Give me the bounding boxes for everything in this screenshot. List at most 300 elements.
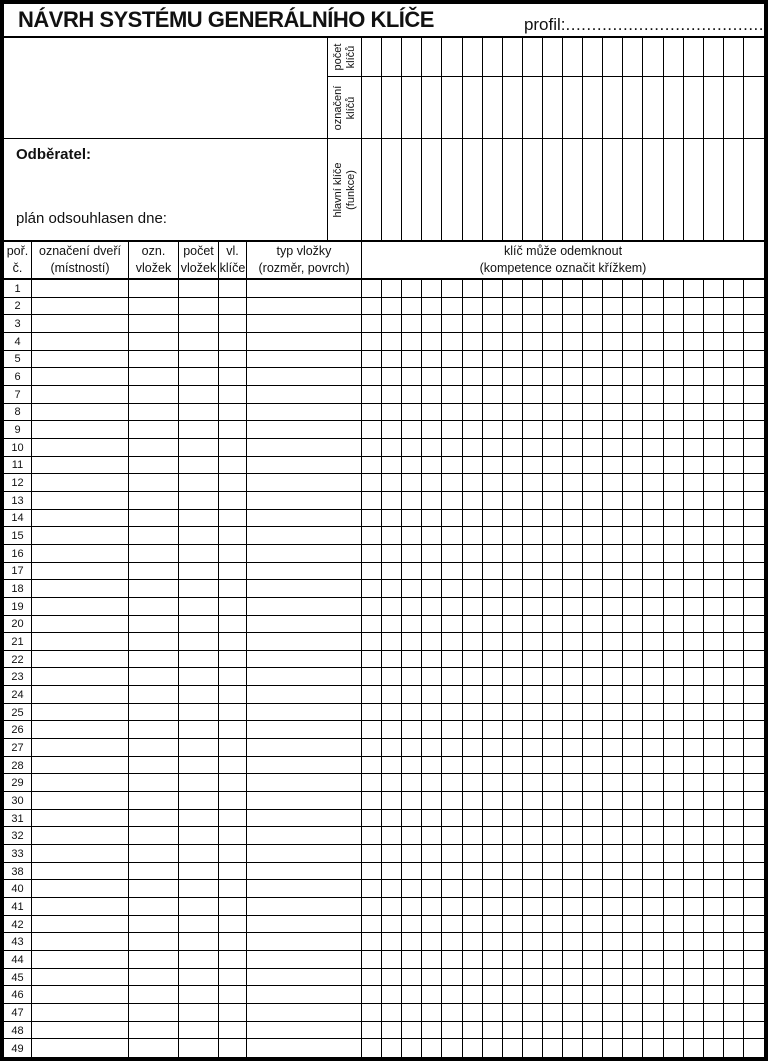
matrix-cell[interactable] bbox=[523, 421, 543, 438]
cylinder-designation-cell[interactable] bbox=[129, 951, 179, 968]
matrix-cell[interactable] bbox=[684, 792, 704, 809]
door-designation-cell[interactable] bbox=[32, 580, 129, 597]
matrix-cell[interactable] bbox=[744, 368, 764, 385]
matrix-cell[interactable] bbox=[463, 315, 483, 332]
matrix-cell[interactable] bbox=[563, 898, 583, 915]
matrix-cell[interactable] bbox=[623, 721, 643, 738]
matrix-cell[interactable] bbox=[442, 616, 462, 633]
matrix-cell[interactable] bbox=[422, 845, 442, 862]
cylinder-count-cell[interactable] bbox=[179, 986, 219, 1003]
matrix-cell[interactable] bbox=[664, 686, 684, 703]
matrix-cell[interactable] bbox=[724, 863, 744, 880]
matrix-cell[interactable] bbox=[442, 492, 462, 509]
matrix-cell[interactable] bbox=[543, 368, 563, 385]
matrix-cell[interactable] bbox=[664, 1022, 684, 1039]
matrix-cell[interactable] bbox=[442, 1039, 462, 1057]
matrix-cell[interactable] bbox=[704, 686, 724, 703]
matrix-cell[interactable] bbox=[623, 616, 643, 633]
key-grid-cell[interactable] bbox=[583, 77, 603, 138]
matrix-cell[interactable] bbox=[623, 916, 643, 933]
key-grid-cell[interactable] bbox=[583, 139, 603, 240]
matrix-cell[interactable] bbox=[362, 916, 382, 933]
matrix-cell[interactable] bbox=[483, 810, 503, 827]
matrix-cell[interactable] bbox=[603, 986, 623, 1003]
matrix-cell[interactable] bbox=[623, 474, 643, 491]
matrix-cell[interactable] bbox=[422, 880, 442, 897]
matrix-cell[interactable] bbox=[523, 510, 543, 527]
key-count-cell[interactable] bbox=[219, 739, 247, 756]
key-count-cell[interactable] bbox=[219, 969, 247, 986]
matrix-cell[interactable] bbox=[503, 404, 523, 421]
matrix-cell[interactable] bbox=[563, 668, 583, 685]
matrix-cell[interactable] bbox=[402, 1004, 422, 1021]
matrix-cell[interactable] bbox=[483, 545, 503, 562]
cylinder-type-cell[interactable] bbox=[247, 510, 362, 527]
matrix-cell[interactable] bbox=[422, 457, 442, 474]
matrix-cell[interactable] bbox=[724, 510, 744, 527]
matrix-cell[interactable] bbox=[463, 580, 483, 597]
key-count-cell[interactable] bbox=[219, 1004, 247, 1021]
matrix-cell[interactable] bbox=[402, 916, 422, 933]
matrix-cell[interactable] bbox=[744, 757, 764, 774]
door-designation-cell[interactable] bbox=[32, 774, 129, 791]
cylinder-designation-cell[interactable] bbox=[129, 333, 179, 350]
matrix-cell[interactable] bbox=[523, 457, 543, 474]
matrix-cell[interactable] bbox=[503, 333, 523, 350]
matrix-cell[interactable] bbox=[543, 616, 563, 633]
door-designation-cell[interactable] bbox=[32, 351, 129, 368]
matrix-cell[interactable] bbox=[724, 315, 744, 332]
key-count-cell[interactable] bbox=[219, 792, 247, 809]
matrix-cell[interactable] bbox=[362, 792, 382, 809]
key-grid-cell[interactable] bbox=[503, 77, 523, 138]
matrix-cell[interactable] bbox=[583, 757, 603, 774]
matrix-cell[interactable] bbox=[704, 845, 724, 862]
matrix-cell[interactable] bbox=[523, 863, 543, 880]
matrix-cell[interactable] bbox=[483, 721, 503, 738]
cylinder-designation-cell[interactable] bbox=[129, 898, 179, 915]
cylinder-count-cell[interactable] bbox=[179, 916, 219, 933]
matrix-cell[interactable] bbox=[422, 280, 442, 297]
key-grid-cell[interactable] bbox=[543, 77, 563, 138]
matrix-cell[interactable] bbox=[583, 315, 603, 332]
matrix-cell[interactable] bbox=[543, 757, 563, 774]
matrix-cell[interactable] bbox=[463, 563, 483, 580]
matrix-cell[interactable] bbox=[583, 704, 603, 721]
cylinder-count-cell[interactable] bbox=[179, 298, 219, 315]
matrix-cell[interactable] bbox=[503, 510, 523, 527]
matrix-cell[interactable] bbox=[704, 474, 724, 491]
matrix-cell[interactable] bbox=[603, 368, 623, 385]
matrix-cell[interactable] bbox=[543, 545, 563, 562]
matrix-cell[interactable] bbox=[442, 563, 462, 580]
matrix-cell[interactable] bbox=[422, 527, 442, 544]
matrix-cell[interactable] bbox=[463, 527, 483, 544]
cylinder-type-cell[interactable] bbox=[247, 280, 362, 297]
matrix-cell[interactable] bbox=[503, 598, 523, 615]
matrix-cell[interactable] bbox=[563, 757, 583, 774]
cylinder-designation-cell[interactable] bbox=[129, 474, 179, 491]
matrix-cell[interactable] bbox=[503, 721, 523, 738]
matrix-cell[interactable] bbox=[563, 510, 583, 527]
matrix-cell[interactable] bbox=[664, 986, 684, 1003]
matrix-cell[interactable] bbox=[623, 439, 643, 456]
matrix-cell[interactable] bbox=[503, 298, 523, 315]
matrix-cell[interactable] bbox=[744, 739, 764, 756]
matrix-cell[interactable] bbox=[744, 686, 764, 703]
door-designation-cell[interactable] bbox=[32, 1039, 129, 1057]
matrix-cell[interactable] bbox=[422, 616, 442, 633]
matrix-cell[interactable] bbox=[402, 439, 422, 456]
matrix-cell[interactable] bbox=[623, 810, 643, 827]
matrix-cell[interactable] bbox=[483, 774, 503, 791]
matrix-cell[interactable] bbox=[483, 563, 503, 580]
cylinder-designation-cell[interactable] bbox=[129, 704, 179, 721]
matrix-cell[interactable] bbox=[483, 933, 503, 950]
matrix-cell[interactable] bbox=[704, 439, 724, 456]
matrix-cell[interactable] bbox=[483, 280, 503, 297]
matrix-cell[interactable] bbox=[643, 421, 663, 438]
matrix-cell[interactable] bbox=[362, 439, 382, 456]
matrix-cell[interactable] bbox=[402, 845, 422, 862]
matrix-cell[interactable] bbox=[744, 315, 764, 332]
key-grid-cell[interactable] bbox=[382, 38, 402, 76]
matrix-cell[interactable] bbox=[744, 280, 764, 297]
matrix-cell[interactable] bbox=[483, 792, 503, 809]
matrix-cell[interactable] bbox=[442, 757, 462, 774]
matrix-cell[interactable] bbox=[563, 439, 583, 456]
matrix-cell[interactable] bbox=[603, 315, 623, 332]
matrix-cell[interactable] bbox=[724, 651, 744, 668]
matrix-cell[interactable] bbox=[724, 563, 744, 580]
matrix-cell[interactable] bbox=[362, 421, 382, 438]
matrix-cell[interactable] bbox=[402, 280, 422, 297]
matrix-cell[interactable] bbox=[724, 333, 744, 350]
matrix-cell[interactable] bbox=[603, 492, 623, 509]
matrix-cell[interactable] bbox=[684, 651, 704, 668]
matrix-cell[interactable] bbox=[724, 721, 744, 738]
matrix-cell[interactable] bbox=[643, 386, 663, 403]
matrix-cell[interactable] bbox=[483, 457, 503, 474]
matrix-cell[interactable] bbox=[422, 704, 442, 721]
cylinder-designation-cell[interactable] bbox=[129, 492, 179, 509]
key-count-cell[interactable] bbox=[219, 421, 247, 438]
matrix-cell[interactable] bbox=[523, 333, 543, 350]
cylinder-designation-cell[interactable] bbox=[129, 457, 179, 474]
matrix-cell[interactable] bbox=[503, 474, 523, 491]
matrix-cell[interactable] bbox=[422, 315, 442, 332]
matrix-cell[interactable] bbox=[362, 280, 382, 297]
matrix-cell[interactable] bbox=[684, 1004, 704, 1021]
matrix-cell[interactable] bbox=[362, 686, 382, 703]
door-designation-cell[interactable] bbox=[32, 457, 129, 474]
matrix-cell[interactable] bbox=[724, 598, 744, 615]
matrix-cell[interactable] bbox=[744, 774, 764, 791]
cylinder-type-cell[interactable] bbox=[247, 404, 362, 421]
matrix-cell[interactable] bbox=[704, 792, 724, 809]
key-grid-cell[interactable] bbox=[603, 139, 623, 240]
cylinder-type-cell[interactable] bbox=[247, 651, 362, 668]
key-grid-cell[interactable] bbox=[664, 38, 684, 76]
matrix-cell[interactable] bbox=[744, 386, 764, 403]
matrix-cell[interactable] bbox=[362, 333, 382, 350]
matrix-cell[interactable] bbox=[442, 721, 462, 738]
matrix-cell[interactable] bbox=[603, 774, 623, 791]
cylinder-designation-cell[interactable] bbox=[129, 280, 179, 297]
matrix-cell[interactable] bbox=[643, 721, 663, 738]
matrix-cell[interactable] bbox=[643, 739, 663, 756]
matrix-cell[interactable] bbox=[483, 386, 503, 403]
matrix-cell[interactable] bbox=[603, 898, 623, 915]
matrix-cell[interactable] bbox=[684, 686, 704, 703]
matrix-cell[interactable] bbox=[463, 880, 483, 897]
matrix-cell[interactable] bbox=[382, 633, 402, 650]
cylinder-type-cell[interactable] bbox=[247, 421, 362, 438]
matrix-cell[interactable] bbox=[563, 686, 583, 703]
key-count-cell[interactable] bbox=[219, 386, 247, 403]
matrix-cell[interactable] bbox=[583, 951, 603, 968]
matrix-cell[interactable] bbox=[543, 351, 563, 368]
key-count-cell[interactable] bbox=[219, 810, 247, 827]
cylinder-designation-cell[interactable] bbox=[129, 580, 179, 597]
matrix-cell[interactable] bbox=[583, 827, 603, 844]
cylinder-type-cell[interactable] bbox=[247, 951, 362, 968]
matrix-cell[interactable] bbox=[724, 827, 744, 844]
matrix-cell[interactable] bbox=[724, 633, 744, 650]
matrix-cell[interactable] bbox=[643, 986, 663, 1003]
key-count-cell[interactable] bbox=[219, 527, 247, 544]
matrix-cell[interactable] bbox=[643, 951, 663, 968]
matrix-cell[interactable] bbox=[483, 351, 503, 368]
matrix-cell[interactable] bbox=[563, 598, 583, 615]
matrix-cell[interactable] bbox=[724, 368, 744, 385]
matrix-cell[interactable] bbox=[503, 792, 523, 809]
matrix-cell[interactable] bbox=[523, 1039, 543, 1057]
door-designation-cell[interactable] bbox=[32, 739, 129, 756]
matrix-cell[interactable] bbox=[643, 810, 663, 827]
matrix-cell[interactable] bbox=[563, 563, 583, 580]
matrix-cell[interactable] bbox=[684, 898, 704, 915]
matrix-cell[interactable] bbox=[523, 686, 543, 703]
matrix-cell[interactable] bbox=[583, 792, 603, 809]
matrix-cell[interactable] bbox=[623, 351, 643, 368]
key-count-cell[interactable] bbox=[219, 774, 247, 791]
matrix-cell[interactable] bbox=[684, 969, 704, 986]
matrix-cell[interactable] bbox=[563, 792, 583, 809]
matrix-cell[interactable] bbox=[664, 792, 684, 809]
door-designation-cell[interactable] bbox=[32, 651, 129, 668]
key-grid-cell[interactable] bbox=[684, 139, 704, 240]
cylinder-count-cell[interactable] bbox=[179, 633, 219, 650]
door-designation-cell[interactable] bbox=[32, 1022, 129, 1039]
matrix-cell[interactable] bbox=[442, 686, 462, 703]
cylinder-designation-cell[interactable] bbox=[129, 563, 179, 580]
matrix-cell[interactable] bbox=[684, 351, 704, 368]
matrix-cell[interactable] bbox=[643, 1004, 663, 1021]
cylinder-designation-cell[interactable] bbox=[129, 845, 179, 862]
matrix-cell[interactable] bbox=[583, 633, 603, 650]
cylinder-type-cell[interactable] bbox=[247, 386, 362, 403]
cylinder-count-cell[interactable] bbox=[179, 951, 219, 968]
matrix-cell[interactable] bbox=[643, 492, 663, 509]
matrix-cell[interactable] bbox=[704, 563, 724, 580]
key-grid-cell[interactable] bbox=[442, 38, 462, 76]
matrix-cell[interactable] bbox=[724, 580, 744, 597]
matrix-cell[interactable] bbox=[643, 686, 663, 703]
matrix-cell[interactable] bbox=[563, 545, 583, 562]
matrix-cell[interactable] bbox=[362, 315, 382, 332]
door-designation-cell[interactable] bbox=[32, 510, 129, 527]
matrix-cell[interactable] bbox=[704, 651, 724, 668]
cylinder-count-cell[interactable] bbox=[179, 880, 219, 897]
matrix-cell[interactable] bbox=[523, 580, 543, 597]
matrix-cell[interactable] bbox=[503, 827, 523, 844]
matrix-cell[interactable] bbox=[523, 1022, 543, 1039]
matrix-cell[interactable] bbox=[523, 1004, 543, 1021]
matrix-cell[interactable] bbox=[382, 739, 402, 756]
matrix-cell[interactable] bbox=[463, 1022, 483, 1039]
matrix-cell[interactable] bbox=[422, 421, 442, 438]
key-count-cell[interactable] bbox=[219, 1022, 247, 1039]
matrix-cell[interactable] bbox=[523, 774, 543, 791]
matrix-cell[interactable] bbox=[563, 827, 583, 844]
key-count-cell[interactable] bbox=[219, 686, 247, 703]
matrix-cell[interactable] bbox=[603, 333, 623, 350]
matrix-cell[interactable] bbox=[442, 439, 462, 456]
matrix-cell[interactable] bbox=[684, 880, 704, 897]
matrix-cell[interactable] bbox=[382, 421, 402, 438]
matrix-cell[interactable] bbox=[704, 510, 724, 527]
matrix-cell[interactable] bbox=[583, 545, 603, 562]
matrix-cell[interactable] bbox=[603, 457, 623, 474]
matrix-cell[interactable] bbox=[442, 368, 462, 385]
matrix-cell[interactable] bbox=[402, 351, 422, 368]
matrix-cell[interactable] bbox=[704, 633, 724, 650]
matrix-cell[interactable] bbox=[463, 351, 483, 368]
cylinder-count-cell[interactable] bbox=[179, 439, 219, 456]
key-grid-cell[interactable] bbox=[724, 77, 744, 138]
cylinder-designation-cell[interactable] bbox=[129, 880, 179, 897]
matrix-cell[interactable] bbox=[684, 810, 704, 827]
cylinder-type-cell[interactable] bbox=[247, 563, 362, 580]
matrix-cell[interactable] bbox=[442, 969, 462, 986]
matrix-cell[interactable] bbox=[664, 774, 684, 791]
matrix-cell[interactable] bbox=[442, 315, 462, 332]
matrix-cell[interactable] bbox=[704, 757, 724, 774]
key-grid-cell[interactable] bbox=[362, 38, 382, 76]
matrix-cell[interactable] bbox=[463, 633, 483, 650]
key-grid-cell[interactable] bbox=[422, 139, 442, 240]
matrix-cell[interactable] bbox=[422, 439, 442, 456]
matrix-cell[interactable] bbox=[623, 686, 643, 703]
door-designation-cell[interactable] bbox=[32, 863, 129, 880]
cylinder-count-cell[interactable] bbox=[179, 863, 219, 880]
matrix-cell[interactable] bbox=[382, 492, 402, 509]
matrix-cell[interactable] bbox=[623, 651, 643, 668]
matrix-cell[interactable] bbox=[442, 827, 462, 844]
key-grid-cell[interactable] bbox=[583, 38, 603, 76]
matrix-cell[interactable] bbox=[643, 704, 663, 721]
matrix-cell[interactable] bbox=[362, 404, 382, 421]
matrix-cell[interactable] bbox=[402, 386, 422, 403]
matrix-cell[interactable] bbox=[704, 457, 724, 474]
matrix-cell[interactable] bbox=[623, 739, 643, 756]
matrix-cell[interactable] bbox=[744, 633, 764, 650]
matrix-cell[interactable] bbox=[463, 845, 483, 862]
matrix-cell[interactable] bbox=[583, 668, 603, 685]
matrix-cell[interactable] bbox=[664, 280, 684, 297]
matrix-cell[interactable] bbox=[382, 863, 402, 880]
cylinder-count-cell[interactable] bbox=[179, 845, 219, 862]
matrix-cell[interactable] bbox=[704, 351, 724, 368]
matrix-cell[interactable] bbox=[704, 492, 724, 509]
matrix-cell[interactable] bbox=[422, 721, 442, 738]
matrix-cell[interactable] bbox=[563, 863, 583, 880]
key-grid-cell[interactable] bbox=[623, 139, 643, 240]
matrix-cell[interactable] bbox=[523, 616, 543, 633]
matrix-cell[interactable] bbox=[623, 421, 643, 438]
matrix-cell[interactable] bbox=[442, 351, 462, 368]
matrix-cell[interactable] bbox=[402, 333, 422, 350]
matrix-cell[interactable] bbox=[402, 404, 422, 421]
matrix-cell[interactable] bbox=[543, 298, 563, 315]
matrix-cell[interactable] bbox=[583, 933, 603, 950]
matrix-cell[interactable] bbox=[442, 880, 462, 897]
matrix-cell[interactable] bbox=[442, 421, 462, 438]
matrix-cell[interactable] bbox=[563, 386, 583, 403]
matrix-cell[interactable] bbox=[543, 1004, 563, 1021]
matrix-cell[interactable] bbox=[503, 563, 523, 580]
matrix-cell[interactable] bbox=[543, 404, 563, 421]
matrix-cell[interactable] bbox=[543, 421, 563, 438]
door-designation-cell[interactable] bbox=[32, 280, 129, 297]
matrix-cell[interactable] bbox=[543, 315, 563, 332]
cylinder-designation-cell[interactable] bbox=[129, 439, 179, 456]
matrix-cell[interactable] bbox=[442, 298, 462, 315]
key-grid-cell[interactable] bbox=[623, 38, 643, 76]
key-grid-cell[interactable] bbox=[463, 77, 483, 138]
matrix-cell[interactable] bbox=[422, 863, 442, 880]
matrix-cell[interactable] bbox=[362, 651, 382, 668]
matrix-cell[interactable] bbox=[402, 298, 422, 315]
key-grid-cell[interactable] bbox=[442, 77, 462, 138]
cylinder-count-cell[interactable] bbox=[179, 474, 219, 491]
matrix-cell[interactable] bbox=[603, 351, 623, 368]
matrix-cell[interactable] bbox=[422, 651, 442, 668]
matrix-cell[interactable] bbox=[684, 421, 704, 438]
matrix-cell[interactable] bbox=[543, 1039, 563, 1057]
matrix-cell[interactable] bbox=[422, 1039, 442, 1057]
matrix-cell[interactable] bbox=[664, 898, 684, 915]
matrix-cell[interactable] bbox=[382, 651, 402, 668]
matrix-cell[interactable] bbox=[583, 810, 603, 827]
matrix-cell[interactable] bbox=[503, 845, 523, 862]
matrix-cell[interactable] bbox=[623, 1004, 643, 1021]
matrix-cell[interactable] bbox=[483, 757, 503, 774]
matrix-cell[interactable] bbox=[583, 404, 603, 421]
door-designation-cell[interactable] bbox=[32, 315, 129, 332]
matrix-cell[interactable] bbox=[643, 545, 663, 562]
matrix-cell[interactable] bbox=[362, 545, 382, 562]
key-grid-cell[interactable] bbox=[724, 139, 744, 240]
key-count-cell[interactable] bbox=[219, 633, 247, 650]
cylinder-designation-cell[interactable] bbox=[129, 510, 179, 527]
matrix-cell[interactable] bbox=[523, 845, 543, 862]
matrix-cell[interactable] bbox=[543, 527, 563, 544]
matrix-cell[interactable] bbox=[623, 580, 643, 597]
matrix-cell[interactable] bbox=[704, 1004, 724, 1021]
matrix-cell[interactable] bbox=[523, 792, 543, 809]
